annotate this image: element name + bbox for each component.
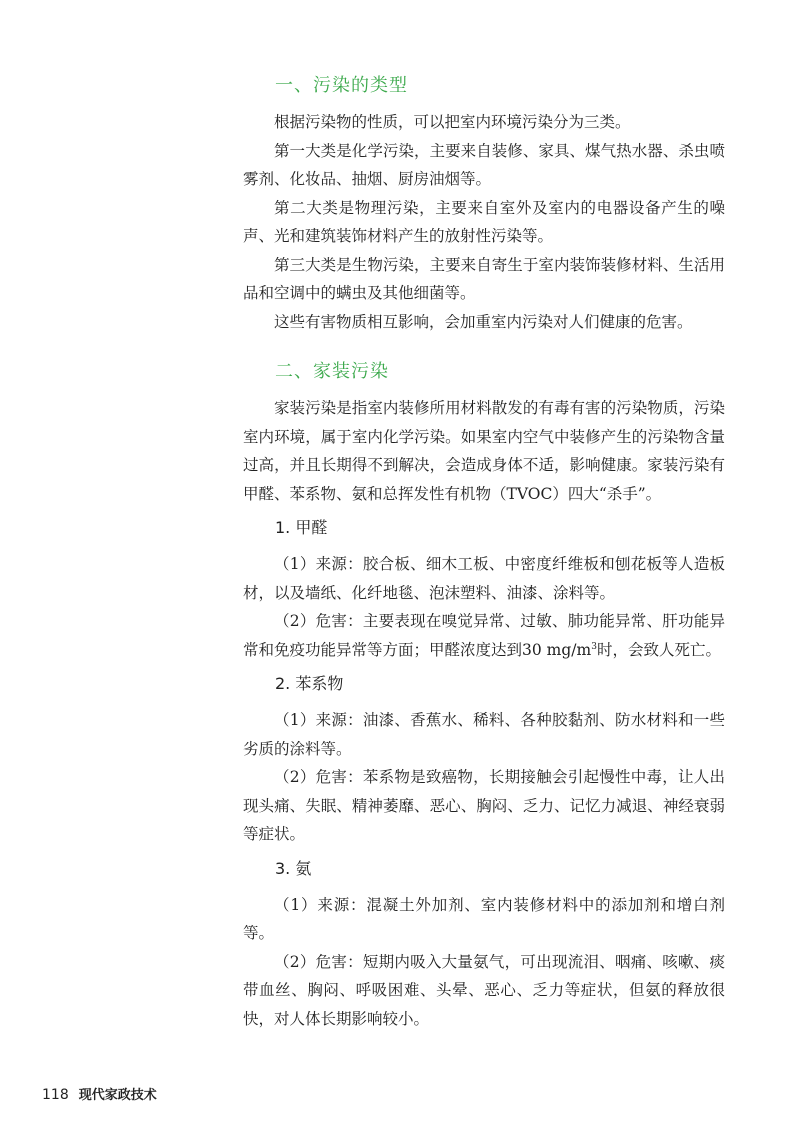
superscript: 3 — [591, 641, 597, 652]
paragraph-source: （1）来源：油漆、香蕉水、稀料、各种胶黏剂、防水材料和一些劣质的涂料等。 — [243, 711, 725, 758]
page-content — [243, 72, 725, 1033]
sub-heading-ammonia: 3. 氨 — [275, 858, 312, 878]
paragraph: 第三大类是生物污染，主要来自寄生于室内装饰装修材料、生活用品和空调中的螨虫及其他细菌等。 — [243, 255, 725, 302]
section-heading-home-decoration-pollution: 二、家装污染 — [275, 361, 389, 382]
page-number: 118 — [42, 1087, 69, 1103]
sub-heading-formaldehyde: 1. 甲醛 — [275, 518, 328, 537]
section-heading-pollution-types: 一、污染的类型 — [275, 75, 408, 96]
harm-text-end: 时，会致人死亡。 — [596, 640, 721, 659]
book-title: 现代家政技术 — [78, 1088, 157, 1103]
paragraph: 根据污染物的性质，可以把室内环境污染分为三类。 — [274, 113, 631, 131]
page-footer — [42, 1084, 157, 1103]
paragraph-intro: 家装污染是指室内装修所用材料散发的有毒有害的污染物质，污染室内环境，属于室内化学污染。如果室内空气中装修产生的污染物含量过高，并且长期得不到解决，会造成身体不适，影响健康。家装污染有甲醛、苯系物、氨和总挥发性有机物（TVOC）四大“杀手”。 — [243, 399, 725, 503]
paragraph: 这些有害物质相互影响，会加重室内污染对人们健康的危害。 — [274, 312, 693, 331]
paragraph-source: （1）来源：胶合板、细木工板、中密度纤维板和刨花板等人造板材，以及墙纸、化纤地毯、泡沫塑料、油漆、涂料等。 — [243, 555, 725, 602]
paragraph-source: （1）来源：混凝土外加剂、室内装修材料中的添加剂和增白剂等。 — [243, 895, 725, 942]
paragraph-harm — [243, 607, 725, 664]
harm-text: （2）危害：主要表现在嗅觉异常、过敏、肺功能异常、肝功能异常和免疫功能异常等方面；甲醛浓度达到30 mg/m — [243, 612, 725, 659]
paragraph: 第二大类是物理污染，主要来自室外及室内的电器设备产生的噪声、光和建筑装饰材料产生的放射性污染等。 — [243, 198, 725, 245]
paragraph: 第一大类是化学污染，主要来自装修、家具、煤气热水器、杀虫喷雾剂、化妆品、抽烟、厨房油烟等。 — [243, 141, 725, 188]
paragraph-harm: （2）危害：短期内吸入大量氨气，可出现流泪、咽痛、咳嗽、痰带血丝、胸闷、呼吸困难、头晕、恶心、乏力等症状，但氨的释放很快，对人体长期影响较小。 — [243, 952, 725, 1028]
paragraph-harm: （2）危害：苯系物是致癌物，长期接触会引起慢性中毒，让人出现头痛、失眠、精神萎靡、恶心、胸闷、乏力、记忆力减退、神经衰弱等症状。 — [243, 768, 725, 843]
sub-heading-benzene: 2. 苯系物 — [275, 674, 344, 693]
